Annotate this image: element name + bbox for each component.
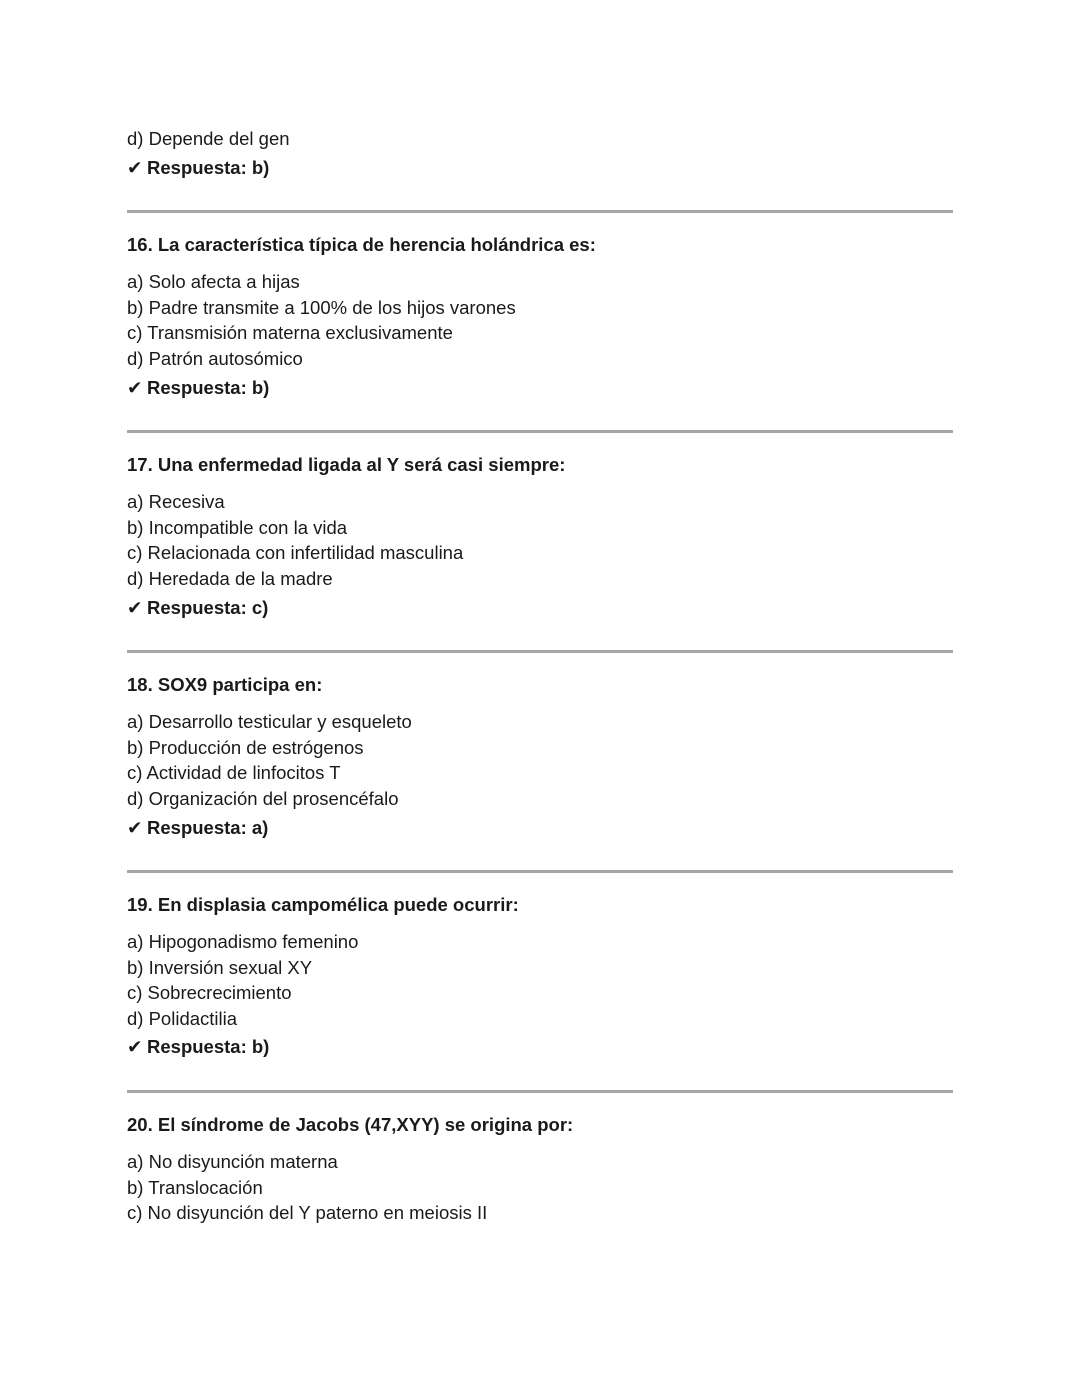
- question-16: [127, 231, 953, 400]
- answer-text: Respuesta: c): [147, 596, 269, 618]
- check-icon: ✔: [127, 377, 143, 399]
- option-d: d) Heredada de la madre: [127, 567, 333, 589]
- option-a: a) Solo afecta a hijas: [127, 271, 300, 293]
- question-20: [127, 1111, 953, 1226]
- option-b: b) Inversión sexual XY: [127, 956, 313, 978]
- divider: [127, 430, 953, 433]
- answer-text: Respuesta: b): [147, 376, 270, 398]
- answer-line: [127, 815, 953, 841]
- check-icon: ✔: [127, 597, 143, 619]
- answer-text: Respuesta: a): [147, 816, 269, 838]
- option-a: a) No disyunción materna: [127, 1151, 338, 1173]
- divider: [127, 650, 953, 653]
- answer-line: [127, 155, 953, 181]
- option-c: c) Transmisión materna exclusivamente: [127, 322, 453, 344]
- answer-line: [127, 375, 953, 401]
- question-title: 19. En displasia campomélica puede ocurrir:: [127, 894, 519, 916]
- question-fragment: [127, 126, 953, 180]
- question-title: 20. El síndrome de Jacobs (47,XYY) se origina por:: [127, 1114, 574, 1136]
- option-c: c) Relacionada con infertilidad masculina: [127, 542, 464, 564]
- option-d: d) Organización del prosencéfalo: [127, 787, 399, 809]
- option-d: d) Polidactilia: [127, 1007, 238, 1029]
- question-title: 17. Una enfermedad ligada al Y será casi siempre:: [127, 454, 566, 476]
- option-d: d) Depende del gen: [127, 128, 290, 149]
- check-icon: ✔: [127, 1037, 143, 1059]
- option-a: a) Desarrollo testicular y esqueleto: [127, 711, 412, 733]
- answer-text: Respuesta: b): [147, 1036, 270, 1058]
- divider: [127, 870, 953, 873]
- answer-line: [127, 595, 953, 621]
- option-a: a) Hipogonadismo femenino: [127, 931, 359, 953]
- question-17: [127, 451, 953, 620]
- option-d: d) Patrón autosómico: [127, 347, 303, 369]
- option-b: b) Translocación: [127, 1176, 263, 1198]
- question-18: [127, 671, 953, 840]
- question-title: 18. SOX9 participa en:: [127, 674, 323, 696]
- divider: [127, 1090, 953, 1093]
- answer-line: [127, 1034, 953, 1060]
- option-b: b) Incompatible con la vida: [127, 516, 348, 538]
- option-c: c) Actividad de linfocitos T: [127, 762, 341, 784]
- divider: [127, 210, 953, 213]
- question-19: [127, 891, 953, 1060]
- check-icon: ✔: [127, 817, 143, 839]
- check-icon: ✔: [127, 157, 143, 179]
- option-b: b) Padre transmite a 100% de los hijos varones: [127, 296, 516, 318]
- option-c: c) Sobrecrecimiento: [127, 982, 292, 1004]
- option-b: b) Producción de estrógenos: [127, 736, 364, 758]
- answer-text: Respuesta: b): [147, 156, 270, 178]
- question-title: 16. La característica típica de herencia holándrica es:: [127, 234, 596, 256]
- option-c: c) No disyunción del Y paterno en meiosis II: [127, 1202, 488, 1224]
- option-a: a) Recesiva: [127, 491, 225, 513]
- document-page: [127, 126, 953, 1226]
